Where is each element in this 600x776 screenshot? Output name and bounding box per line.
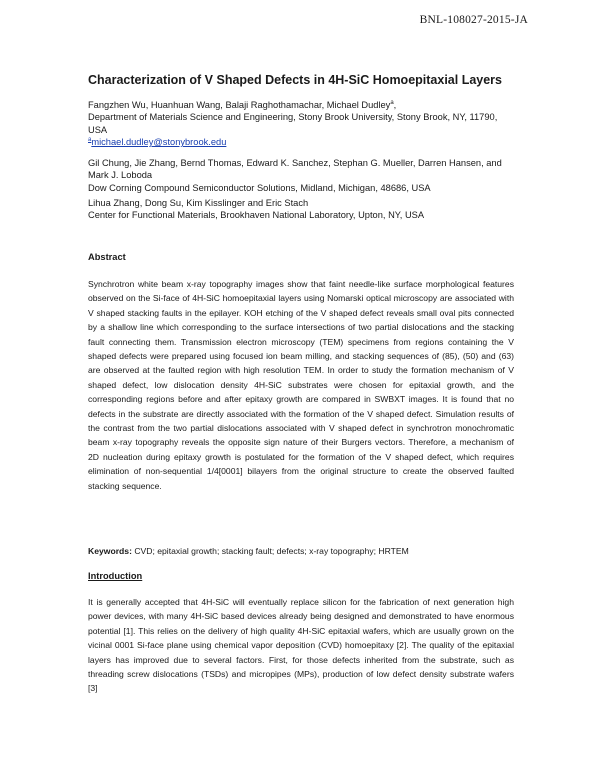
abstract-heading: Abstract [88, 252, 126, 262]
email-mark: a [88, 137, 92, 144]
affiliation: Dow Corning Compound Semiconductor Solutions, Midland, Michigan, 48686, USA [88, 182, 431, 193]
author-list: Lihua Zhang, Dong Su, Kim Kisslinger and Eric Stach [88, 198, 309, 208]
keywords-text: CVD; epitaxial growth; stacking fault; defects; x-ray topography; HRTEM [134, 546, 409, 556]
introduction-text: It is generally accepted that 4H-SiC will eventually replace silicon for the fabrication of next generation high power devices, with many 4H-SiC based devices already being designed and demonstrated to have enormous potential [1]. This relies on the delivery of high quality 4H-SiC epitaxial wafers, which are usually grown on the vicinal 0001 Si-face plane using chemical vapor deposition (CVD) homoepitaxy [2]. The quality of the epitaxial layers has improved due to several factors. First, for those defects inherited from the substrate, such as threading screw dislocations (TSDs) and micropipes (MPs), production of low defect density substrate wafers [3] [88, 597, 514, 694]
affiliation: Center for Functional Materials, Brookhaven National Laboratory, Upton, NY, USA [88, 210, 425, 221]
author-mark: a [390, 99, 394, 106]
introduction-heading: Introduction [88, 571, 143, 581]
email-link[interactable]: michael.dudley@stonybrook.edu [91, 137, 227, 148]
author-list [88, 99, 518, 111]
author-names: Fangzhen Wu, Huanhuan Wang, Balaji Raghothamachar, Michael Dudley [88, 100, 391, 110]
abstract-text: Synchrotron white beam x-ray topography images show that faint needle-like surface morphological features observed on the Si-face of 4H-SiC homoepitaxial layers using Nomarski optical microscopy are associated with V shaped stacking faults in the epilayer. KOH etching of the V shaped defect reveals small oval pits connected by a shallow line which corresponding to the surface intersections of two partial dislocations and the stacking fault connecting them. Transmission electron microscopy (TEM) specimens from regions containing the V shaped defects were prepared using focused ion beam milling, and stacking sequences of (85), (50) and (63) are observed at the faulted region with high resolution TEM. In order to study the formation mechanism of V shaped defect, low dislocation density 4H-SiC substrates were chosen for epitaxial growth, and the corresponding regions before and after epitaxy growth are compared in SWBXT images. It is found that no defects in the substrate are directly associated with the formation of the V shaped defect. Simulation results of the contrast from the two partial dislocations associated with V shaped defect in synchrotron monochromatic beam x-ray topography reveals the opposite sign nature of their Burgers vectors. Therefore, a mechanism of 2D nucleation during epitaxy growth is postulated for the formation of the V shaped defect, which requires elimination of non-sequential 1/4[0001] bilayers from the original structure to create the observed faulted stacking sequence. [88, 279, 514, 491]
keywords-line [88, 545, 518, 558]
email-line [88, 136, 518, 148]
keywords-label: Keywords: [88, 546, 132, 556]
author-group-1 [88, 99, 518, 149]
report-id: BNL-108027-2015-JA [419, 14, 528, 26]
author-list: Gil Chung, Jie Zhang, Bernd Thomas, Edward K. Sanchez, Stephan G. Mueller, Darren Hansen, and Mark J. Loboda [88, 158, 502, 181]
affiliation: Department of Materials Science and Engineering, Stony Brook University, Stony Brook, NY, 11790, USA [88, 112, 498, 135]
author-list-comma: , [393, 100, 397, 110]
author-group-3 [88, 197, 518, 222]
paper-title: Characterization of V Shaped Defects in 4H-SiC Homoepitaxial Layers [88, 73, 503, 87]
author-group-2 [88, 157, 518, 194]
